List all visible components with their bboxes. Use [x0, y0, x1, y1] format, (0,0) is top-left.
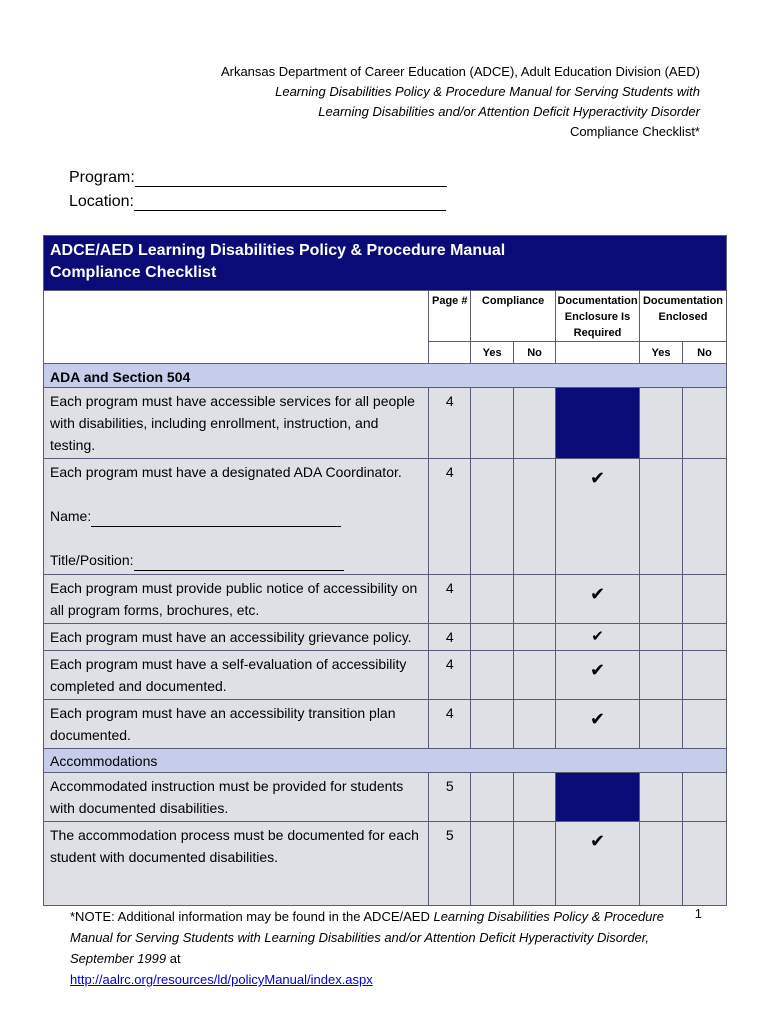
- enclosed-yes-cell[interactable]: [640, 388, 683, 459]
- enclosed-no-cell[interactable]: [682, 773, 726, 822]
- coordinator-title-label: Title/Position:: [50, 552, 134, 568]
- footnote-manual-title: Learning Disabilities Policy & Procedure Manual for Serving Students with Learning Disabilities and/or Attention Deficit Hyperactivity Disorder, September 1999: [70, 909, 664, 966]
- coordinator-name-field[interactable]: [50, 505, 422, 527]
- compliance-no-cell[interactable]: [514, 700, 556, 749]
- enclosed-yes-cell[interactable]: [640, 651, 683, 700]
- coordinator-title-field[interactable]: [50, 549, 422, 571]
- checkmark-icon: ✔: [556, 700, 640, 749]
- table-title-line1: ADCE/AED Learning Disabilities Policy & Procedure Manual: [50, 242, 506, 259]
- coordinator-name-label: Name:: [50, 508, 92, 524]
- enclosed-no-cell[interactable]: [682, 700, 726, 749]
- table-row: [44, 773, 727, 822]
- enclosed-yes-cell[interactable]: [640, 773, 683, 822]
- enclosed-yes: Yes: [640, 342, 683, 364]
- enclosed-no-cell[interactable]: [682, 651, 726, 700]
- compliance-yes-cell[interactable]: [471, 575, 514, 624]
- table-title-row: [44, 236, 727, 291]
- table-row: [44, 575, 727, 624]
- header-agency: Arkansas Department of Career Education (ADCE), Adult Education Division (AED): [220, 64, 700, 79]
- doc-required-shaded-cell: [556, 388, 640, 459]
- table-row: [44, 651, 727, 700]
- checkmark-icon: ✔: [556, 624, 640, 651]
- location-input-line[interactable]: [134, 192, 446, 211]
- compliance-no-cell[interactable]: [514, 459, 556, 575]
- compliance-yes-cell[interactable]: [471, 700, 514, 749]
- row-page: 5: [429, 822, 471, 906]
- row-page: 4: [429, 700, 471, 749]
- col-page: Page #: [429, 291, 471, 342]
- row-requirement: Accommodated instruction must be provided for students with documented disabilities.: [44, 773, 429, 822]
- col-compliance: Compliance: [471, 291, 556, 342]
- row-page: 4: [429, 388, 471, 459]
- enclosed-yes-cell[interactable]: [640, 459, 683, 575]
- section-row: [44, 749, 727, 773]
- row-requirement: [44, 459, 429, 575]
- row-requirement: Each program must have accessible services for all people with disabilities, including enrollment, instruction, and testing.: [44, 388, 429, 459]
- row-requirement: Each program must provide public notice of accessibility on all program forms, brochures, etc.: [44, 575, 429, 624]
- enclosed-no-cell[interactable]: [682, 575, 726, 624]
- footnote-suffix: at: [166, 951, 181, 966]
- section-heading-accommodations: Accommodations: [44, 749, 727, 773]
- header-checklist-label: Compliance Checklist*: [569, 124, 700, 139]
- table-row: [44, 624, 727, 651]
- section-row: [44, 364, 727, 388]
- footnote: [70, 906, 680, 990]
- checkmark-icon: ✔: [556, 575, 640, 624]
- enclosed-yes-cell[interactable]: [640, 575, 683, 624]
- enclosed-no-cell[interactable]: [682, 624, 726, 651]
- enclosed-yes-cell[interactable]: [640, 822, 683, 906]
- compliance-no-cell[interactable]: [514, 822, 556, 906]
- checkmark-icon: ✔: [556, 651, 640, 700]
- compliance-no-cell[interactable]: [514, 773, 556, 822]
- row-requirement: Each program must have an accessibility grievance policy.: [44, 624, 429, 651]
- doc-required-blank: [556, 342, 640, 364]
- table-row: [44, 459, 727, 575]
- col-doc-enclosed: Documentation Enclosed: [640, 291, 727, 342]
- row-page: 4: [429, 575, 471, 624]
- table-row: [44, 822, 727, 906]
- program-input-line[interactable]: [135, 168, 447, 187]
- section-heading-ada: ADA and Section 504: [44, 364, 727, 388]
- row-requirement: The accommodation process must be documented for each student with documented disabilities.: [44, 822, 429, 906]
- enclosed-no-cell[interactable]: [682, 822, 726, 906]
- checkmark-icon: ✔: [556, 459, 640, 575]
- enclosed-yes-cell[interactable]: [640, 624, 683, 651]
- compliance-no: No: [514, 342, 556, 364]
- header-manual-title: Learning Disabilities Policy & Procedure Manual for Serving Students with: [275, 84, 700, 99]
- compliance-yes-cell[interactable]: [471, 624, 514, 651]
- program-field[interactable]: [69, 168, 447, 187]
- compliance-no-cell[interactable]: [514, 575, 556, 624]
- coordinator-title-line[interactable]: [134, 554, 344, 571]
- compliance-yes-cell[interactable]: [471, 459, 514, 575]
- compliance-yes-cell[interactable]: [471, 822, 514, 906]
- col-doc-required: Documentation Enclosure Is Required: [556, 291, 640, 342]
- row-page: 4: [429, 624, 471, 651]
- table-row: [44, 700, 727, 749]
- compliance-yes: Yes: [471, 342, 514, 364]
- program-label: Program:: [69, 169, 135, 186]
- compliance-yes-cell[interactable]: [471, 388, 514, 459]
- row-page: 4: [429, 651, 471, 700]
- row-page: 4: [429, 459, 471, 575]
- footnote-prefix: *NOTE: Additional information may be found in the ADCE/AED: [70, 909, 434, 924]
- page-number: 1: [694, 906, 702, 921]
- compliance-table: [43, 235, 727, 906]
- compliance-yes-cell[interactable]: [471, 651, 514, 700]
- col-page-blank: [429, 342, 471, 364]
- header-blank: [44, 291, 429, 364]
- header-manual-subtitle: Learning Disabilities and/or Attention Deficit Hyperactivity Disorder: [318, 104, 700, 119]
- enclosed-no: No: [682, 342, 726, 364]
- policy-manual-link[interactable]: http://aalrc.org/resources/ld/policyManual/index.aspx: [70, 972, 373, 987]
- compliance-no-cell[interactable]: [514, 624, 556, 651]
- location-label: Location:: [69, 193, 134, 210]
- enclosed-no-cell[interactable]: [682, 388, 726, 459]
- table-title: [44, 236, 727, 291]
- document-header: [221, 62, 700, 142]
- row-requirement-text: Each program must have a designated ADA Coordinator.: [50, 464, 402, 480]
- table-row: [44, 388, 727, 459]
- enclosed-no-cell[interactable]: [682, 459, 726, 575]
- row-requirement: Each program must have a self-evaluation of accessibility completed and documented.: [44, 651, 429, 700]
- table-title-line2: Compliance Checklist: [50, 264, 217, 281]
- coordinator-name-line[interactable]: [91, 510, 341, 527]
- column-header-row: [44, 291, 727, 342]
- checkmark-icon: ✔: [556, 822, 640, 906]
- compliance-yes-cell[interactable]: [471, 773, 514, 822]
- compliance-no-cell[interactable]: [514, 388, 556, 459]
- row-requirement: Each program must have an accessibility transition plan documented.: [44, 700, 429, 749]
- location-field[interactable]: [69, 192, 446, 211]
- row-page: 5: [429, 773, 471, 822]
- enclosed-yes-cell[interactable]: [640, 700, 683, 749]
- doc-required-shaded-cell: [556, 773, 640, 822]
- compliance-no-cell[interactable]: [514, 651, 556, 700]
